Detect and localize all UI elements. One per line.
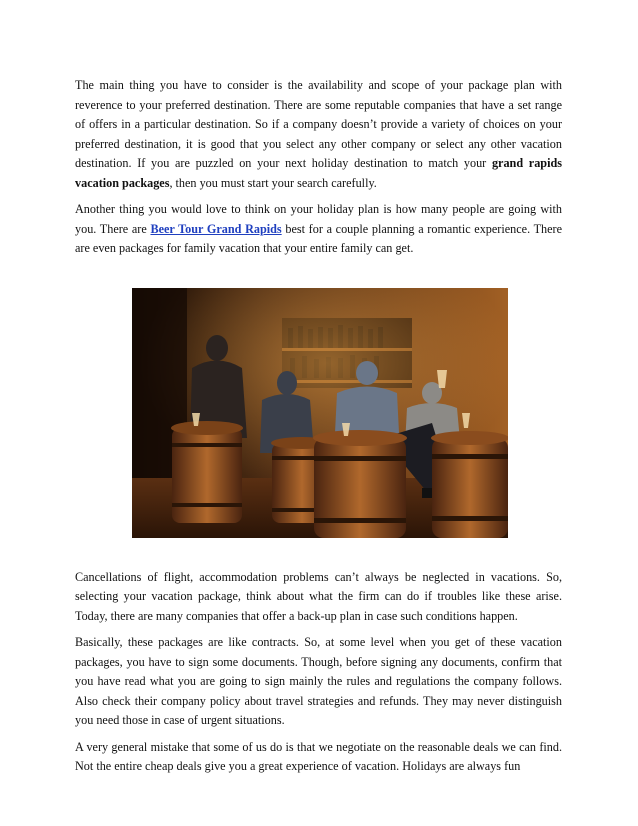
paragraph-text: best for a couple planning a romantic experience. There are even packages for family vacation that your entire family can get. [75,221,563,255]
paragraph-cheap-deals: A very general mistake that some of us do is that we negotiate on the reasonable deals we can find. Not the entire cheap deals give you a great experience of vacation. Holidays are always fun [75,739,562,773]
bold-keyword: grand rapids vacation packages [75,156,562,190]
beer-tour-link[interactable]: Beer Tour Grand Rapids [150,221,282,236]
paragraph-availability [75,76,562,193]
paragraph-cancellations: Cancellations of flight, accommodation problems can’t always be neglected in vacations. So, selecting your vacation package, think about what the firm can do if troubles like these arise. Today, there are many companies that offer a back-up plan in case such conditions happen. [75,569,562,623]
paragraph-contracts: Basically, these packages are like contracts. So, at some level when you get of these vacation packages, you have to sign some documents. Though, before signing any documents, confirm that you have read what you are going to sign mainly the rules and regulations the company follows. Also check their company policy about travel strategies and refunds. They may never distinguish you need those in case of urgent situations. [75,635,562,727]
paragraph-text: The main thing you have to consider is the availability and scope of your package plan with reverence to your preferred destination. There are some reputable companies that have a set range of offers in a particular destination. So if a company doesn’t provide a variety of choices on your preferred destination, it is good that you select any other company or select any other vacation destination. If you are puzzled on your next holiday destination to match your [75,78,562,170]
document-page [75,76,562,777]
paragraph-group-size [75,200,562,259]
bar-photo [132,288,508,538]
paragraph-text: , then you must start your search carefully. [169,175,377,190]
paragraph-text: Another thing you would love to think on your holiday plan is how many people are going with you. There are [75,202,562,236]
